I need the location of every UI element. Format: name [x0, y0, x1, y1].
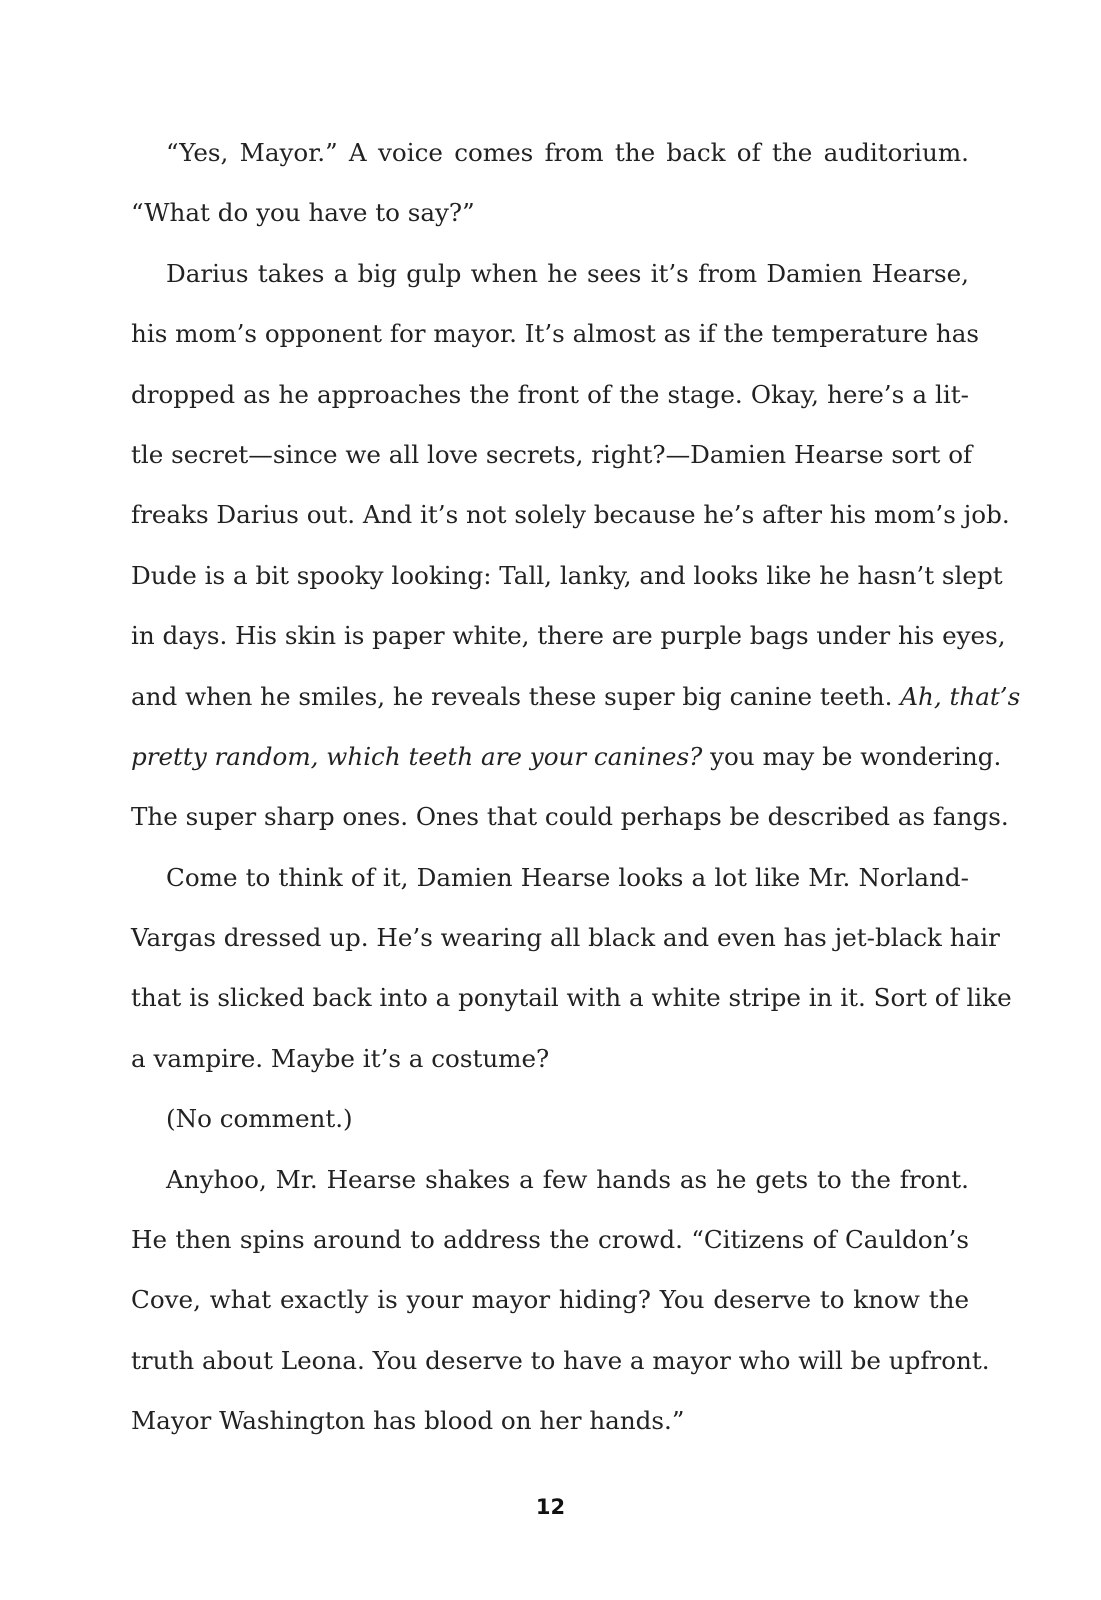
text-line: tle secret—since we all love secrets, right?—Damien Hearse sort of: [131, 439, 973, 469]
text-line: (No comment.): [166, 1104, 353, 1134]
text-line: Cove, what exactly is your mayor hiding? You deserve to know the: [131, 1285, 969, 1315]
text-run: you may be wondering.: [702, 741, 1002, 771]
text-line: a vampire. Maybe it’s a costume?: [131, 1043, 550, 1073]
text-line: Come to think of it, Damien Hearse looks a lot like Mr. Norland-: [166, 862, 969, 892]
page-number: 12: [535, 1495, 566, 1519]
text-line: Anyhoo, Mr. Hearse shakes a few hands as he gets to the front.: [166, 1164, 969, 1194]
text-line: “What do you have to say?”: [131, 198, 475, 228]
text-line: his mom’s opponent for mayor. It’s almost as if the temperature has: [131, 319, 980, 349]
text-line: Dude is a bit spooky looking: Tall, lanky, and looks like he hasn’t slept: [131, 560, 1003, 590]
text-line: [131, 727, 1002, 787]
text-line: Darius takes a big gulp when he sees it’s from Damien Hearse,: [166, 258, 969, 288]
text-line: Vargas dressed up. He’s wearing all black and even has jet-black hair: [131, 923, 1000, 953]
text-line: in days. His skin is paper white, there are purple bags under his eyes,: [131, 621, 1006, 651]
text-line: that is slicked back into a ponytail with a white stripe in it. Sort of like: [131, 983, 1012, 1013]
text-line: He then spins around to address the crowd. “Citizens of Cauldon’s: [131, 1225, 969, 1255]
italic-text-run: pretty random, which teeth are your canines?: [131, 741, 703, 771]
text-line: The super sharp ones. Ones that could perhaps be described as fangs.: [131, 802, 1009, 832]
text-line: Mayor Washington has blood on her hands.”: [131, 1406, 685, 1436]
text-line: [131, 667, 1021, 727]
body-text: [131, 123, 1021, 1452]
italic-text-run: Ah, that’s: [900, 681, 1021, 711]
text-line: dropped as he approaches the front of the stage. Okay, here’s a lit-: [131, 379, 969, 409]
text-line: “Yes, Mayor.” A voice comes from the back of the auditorium.: [166, 138, 969, 167]
text-line: freaks Darius out. And it’s not solely because he’s after his mom’s job.: [131, 500, 1010, 530]
text-run: and when he smiles, he reveals these super big canine teeth.: [131, 681, 901, 711]
text-line: truth about Leona. You deserve to have a mayor who will be upfront.: [131, 1345, 990, 1375]
